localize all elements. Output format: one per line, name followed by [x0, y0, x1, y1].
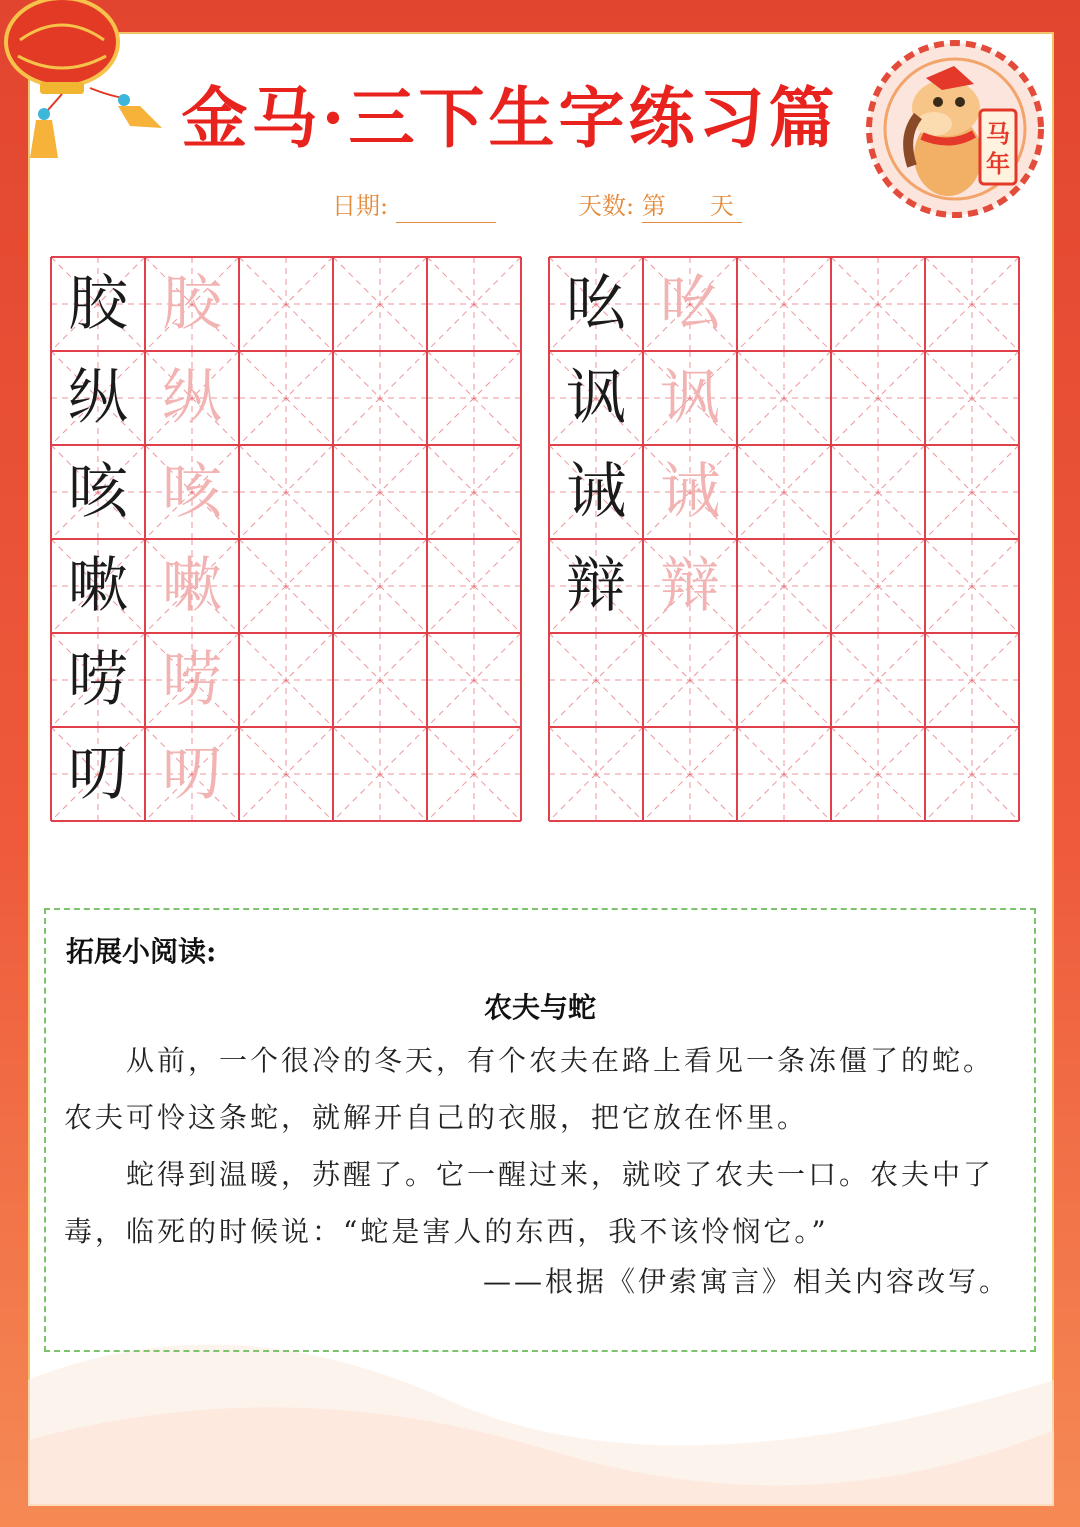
left-trace-char-4: 嗽 — [162, 551, 222, 621]
page-title: 金马·三下生字练习篇 — [181, 79, 839, 157]
horse-year-badge — [862, 36, 1048, 222]
days-suffix: 天 — [709, 192, 734, 220]
right-model-char-2: 讽 — [566, 363, 626, 433]
story-paragraph-2: 蛇得到温暖，苏醒了。它一醒过来，就咬了农夫一口。农夫中了毒，临死的时候说：“蛇是害人的东西，我不该怜悯它。” — [64, 1158, 995, 1248]
left-trace-char-6: 叨 — [162, 739, 222, 809]
days-prefix: 第 — [641, 192, 666, 220]
date-label: 日期: — [332, 192, 389, 220]
right-trace-char-4: 辩 — [660, 551, 720, 621]
badge-text-bottom: 年 — [986, 149, 1010, 178]
reading-section — [44, 908, 1036, 1352]
left-model-char-3: 咳 — [68, 457, 128, 527]
left-model-char-5: 唠 — [68, 645, 128, 715]
right-trace-char-1: 吆 — [660, 269, 720, 339]
badge-text-top: 马 — [986, 119, 1010, 148]
days-field — [578, 190, 742, 223]
right-trace-char-2: 讽 — [660, 363, 720, 433]
right-trace-char-3: 诫 — [660, 457, 720, 527]
right-model-char-3: 诫 — [566, 457, 626, 527]
left-trace-char-2: 纵 — [162, 363, 222, 433]
date-field — [332, 190, 496, 223]
left-model-char-2: 纵 — [68, 363, 128, 433]
left-model-char-4: 嗽 — [68, 551, 128, 621]
days-blank[interactable] — [642, 190, 742, 223]
story-source: ——根据《伊索寓言》相关内容改写。 — [482, 1265, 1010, 1298]
left-trace-char-3: 咳 — [162, 457, 222, 527]
reading-heading: 拓展小阅读: — [66, 935, 217, 968]
story-paragraph-1: 从前，一个很冷的冬天，有个农夫在路上看见一条冻僵了的蛇。农夫可怜这条蛇，就解开自己的衣服，把它放在怀里。 — [64, 1044, 995, 1134]
date-blank[interactable] — [396, 190, 496, 223]
lantern-icon — [0, 0, 180, 170]
right-model-char-4: 辩 — [566, 551, 626, 621]
right-model-char-1: 吆 — [566, 269, 626, 339]
days-label: 天数: — [578, 192, 635, 220]
left-trace-char-5: 唠 — [162, 645, 222, 715]
left-model-char-1: 胶 — [68, 269, 128, 339]
left-model-char-6: 叨 — [68, 739, 128, 809]
story-title: 农夫与蛇 — [483, 991, 596, 1024]
left-trace-char-1: 胶 — [162, 269, 222, 339]
